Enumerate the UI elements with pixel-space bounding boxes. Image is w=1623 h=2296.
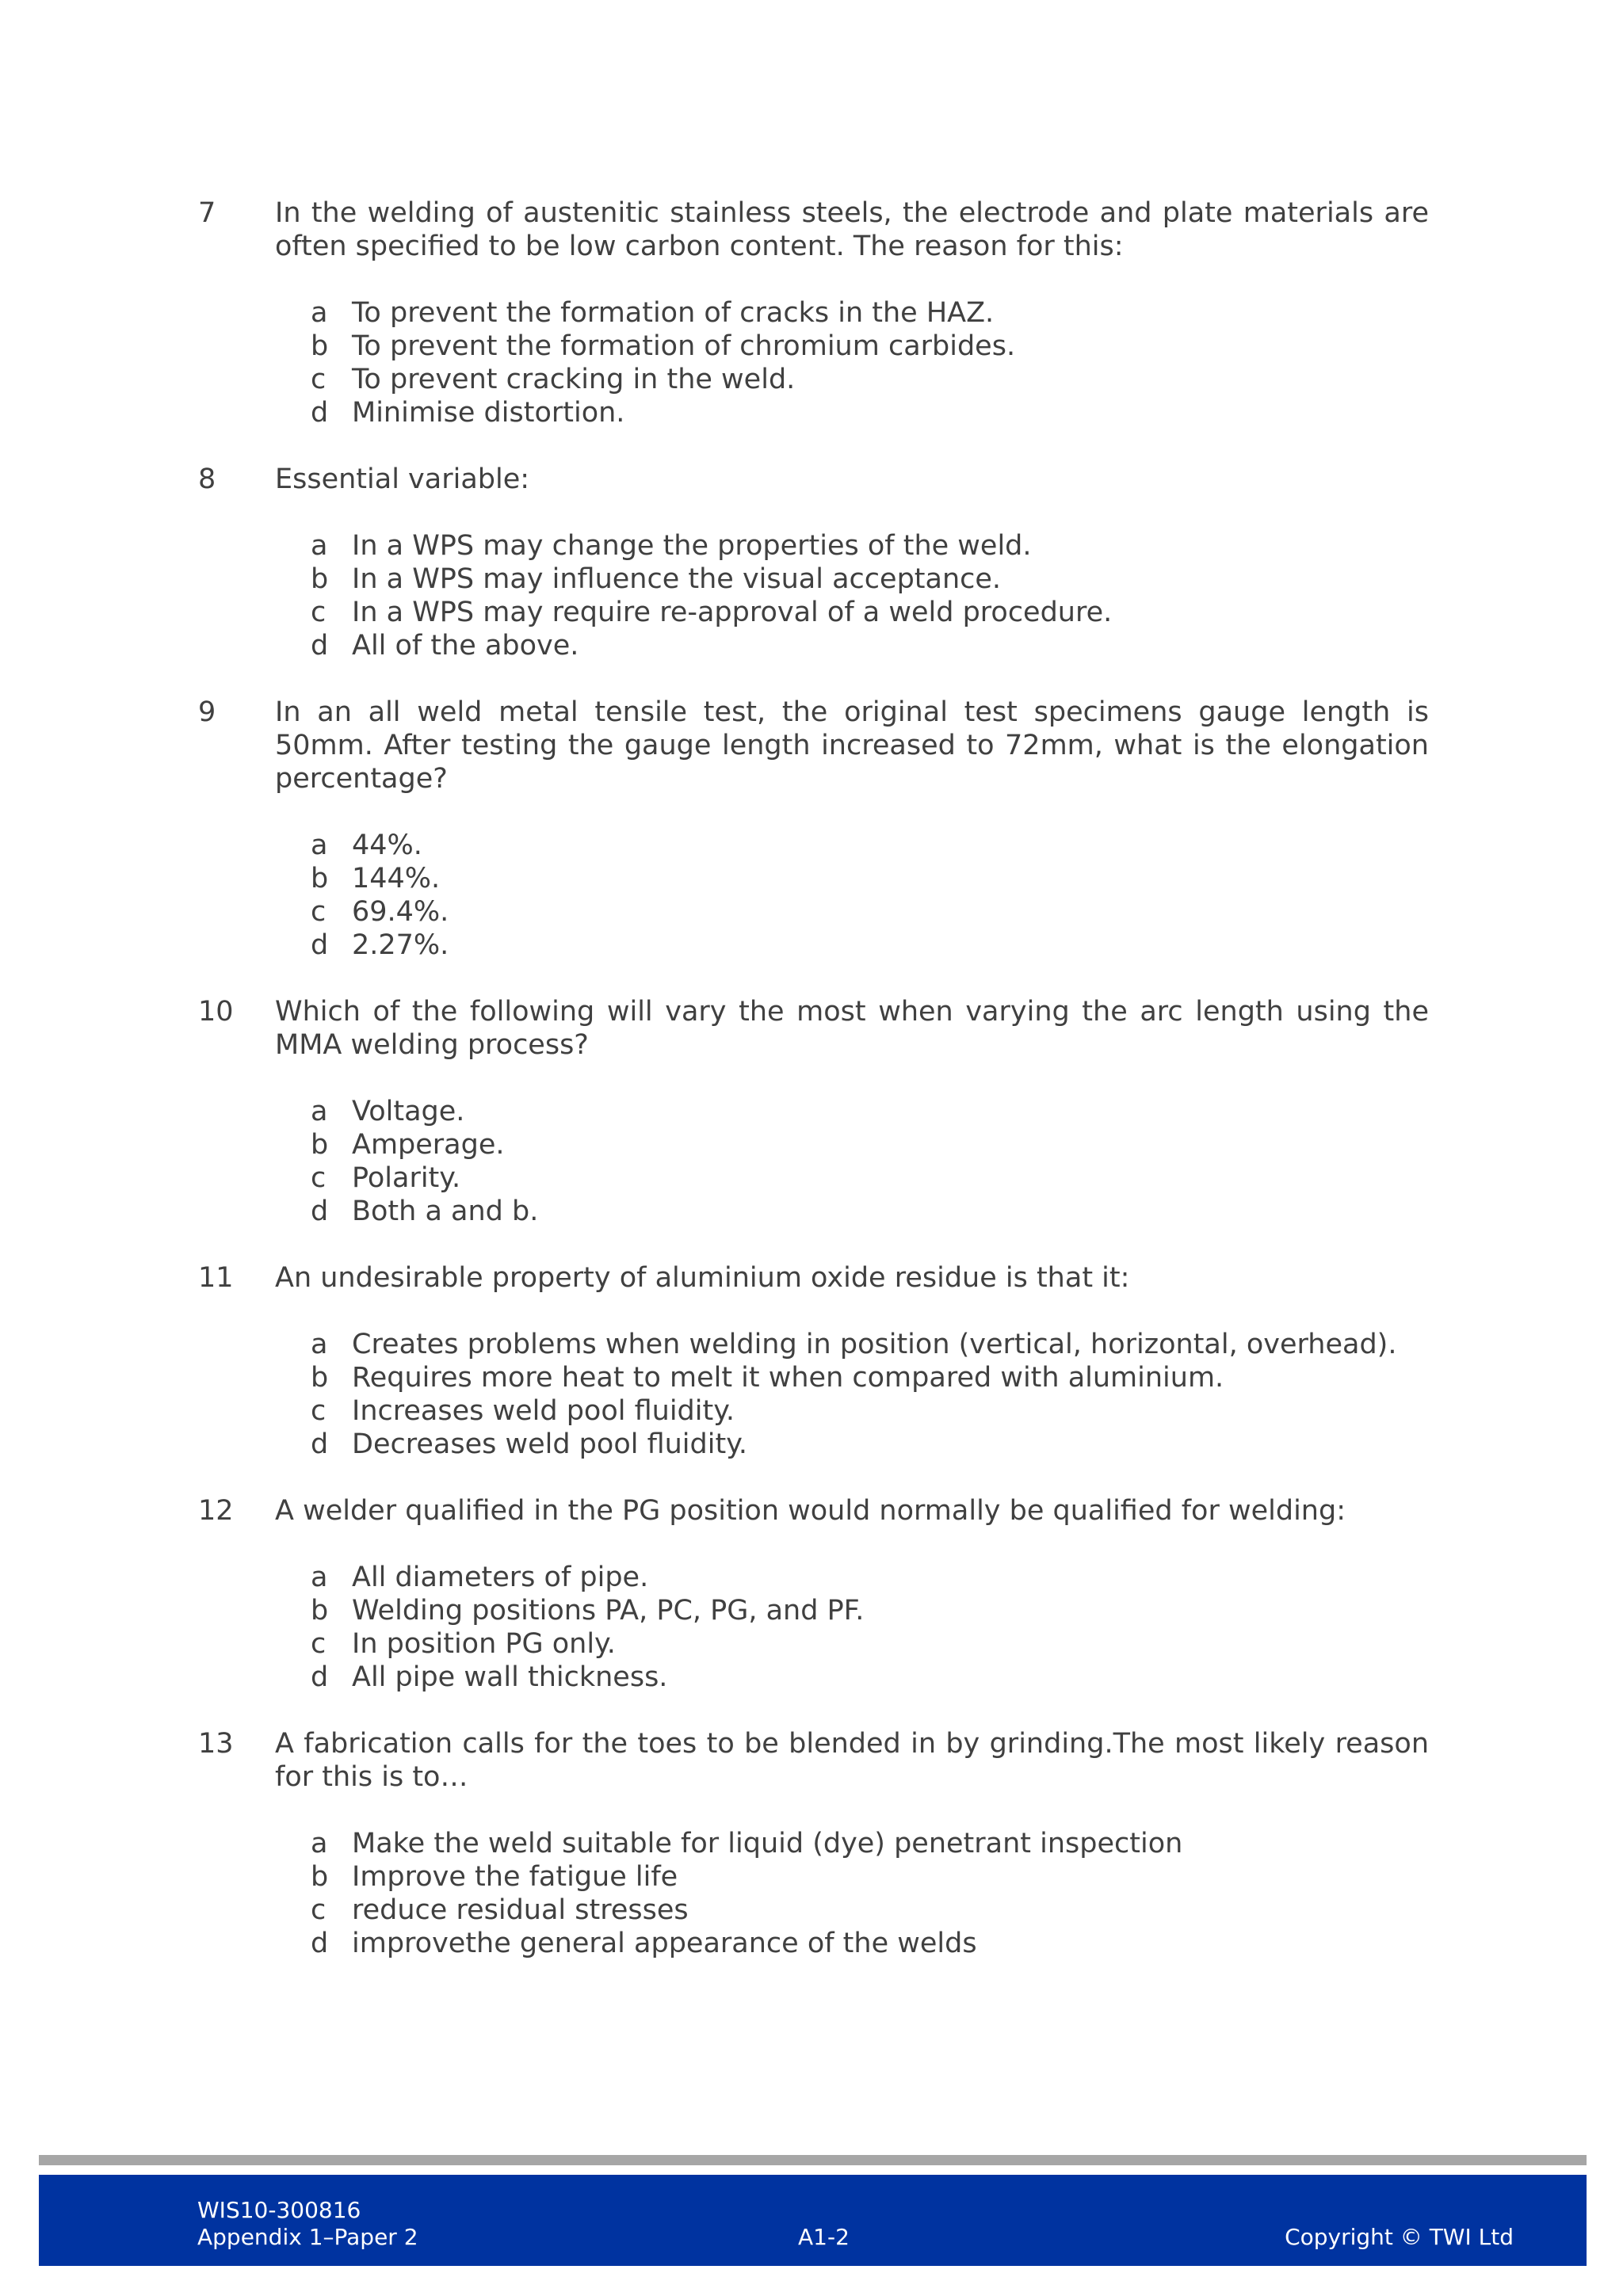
footer-page-number: A1-2 [798,2224,850,2250]
question-11 [0,1261,1623,1461]
option-item [311,1661,1623,1694]
option-letter: c [311,1162,327,1194]
option-letter: b [311,330,329,362]
option-item [311,1128,1623,1161]
option-letter: c [311,1628,327,1660]
question-text: Essential variable: [275,463,530,495]
option-letter: d [311,929,329,961]
option-text: In a WPS may influence the visual acceptance. [352,563,1002,595]
question-text: In the welding of austenitic stainless steels, the electrode and plate materials are often specified to be low carbon content. The reason for this: [275,197,1429,262]
option-list [311,1095,1623,1228]
question-text: A welder qualified in the PG position would normally be qualified for welding: [275,1495,1346,1527]
question-9 [0,696,1623,962]
option-text: In a WPS may require re-approval of a weld procedure. [352,597,1113,628]
option-text: To prevent the formation of chromium carbides. [352,330,1016,362]
option-letter: c [311,1395,327,1427]
option-letter: d [311,1928,329,1959]
option-text: 44%. [352,830,422,861]
footer-appendix: Appendix 1–Paper 2 [197,2224,418,2250]
footer-copyright: Copyright © TWI Ltd [1285,2224,1514,2250]
option-item [311,1594,1623,1627]
question-number: 13 [198,1728,234,1760]
option-text: 144%. [352,863,441,894]
option-item [311,596,1623,629]
option-letter: c [311,364,327,395]
question-text: In an all weld metal tensile test, the original test specimens gauge length is 50mm. After testing the gauge length increased to 72mm, what is the elongation percentage? [275,696,1429,795]
option-item [311,1894,1623,1927]
question-number: 7 [198,197,216,229]
page-footer [39,2175,1587,2266]
option-item [311,829,1623,862]
option-text: Amperage. [352,1129,505,1161]
option-text: Improve the fatigue life [352,1861,678,1893]
option-letter: d [311,1428,329,1460]
question-list [0,196,1623,1993]
option-item [311,1161,1623,1195]
option-letter: d [311,397,329,429]
option-list [311,1561,1623,1694]
option-item [311,895,1623,929]
option-letter: c [311,1894,327,1926]
option-text: All diameters of pipe. [352,1562,649,1593]
option-letter: d [311,630,329,662]
option-text: Polarity. [352,1162,461,1194]
option-text: Both a and b. [352,1196,539,1227]
option-item [311,862,1623,895]
option-letter: a [311,1828,328,1859]
option-item [311,363,1623,396]
option-item [311,296,1623,330]
option-text: In position PG only. [352,1628,616,1660]
question-number: 10 [198,996,234,1028]
option-letter: c [311,597,327,628]
option-letter: d [311,1661,329,1693]
option-item [311,1361,1623,1394]
option-list [311,1827,1623,1960]
footer-doc-code: WIS10-300816 [197,2197,361,2223]
option-item [311,529,1623,563]
option-text: Increases weld pool fluidity. [352,1395,735,1427]
option-text: 2.27%. [352,929,449,961]
option-letter: a [311,1329,328,1360]
option-letter: a [311,1562,328,1593]
question-10 [0,995,1623,1228]
option-text: Minimise distortion. [352,397,625,429]
option-letter: c [311,896,327,928]
question-number: 11 [198,1262,234,1294]
option-item [311,1394,1623,1428]
option-item [311,1827,1623,1860]
option-text: Voltage. [352,1096,465,1127]
question-8 [0,463,1623,662]
option-letter: b [311,1129,329,1161]
option-item [311,1328,1623,1361]
option-item [311,1195,1623,1228]
option-letter: b [311,863,329,894]
option-text: To prevent the formation of cracks in the HAZ. [352,297,995,329]
option-item [311,1095,1623,1128]
option-text: All pipe wall thickness. [352,1661,668,1693]
option-list [311,529,1623,662]
option-letter: a [311,830,328,861]
footer-doc-info [197,2197,418,2251]
option-text: To prevent cracking in the weld. [352,364,796,395]
option-letter: b [311,1595,329,1627]
option-list [311,296,1623,429]
option-list [311,1328,1623,1461]
option-text: Make the weld suitable for liquid (dye) penetrant inspection [352,1828,1183,1859]
option-letter: d [311,1196,329,1227]
option-text: Decreases weld pool fluidity. [352,1428,748,1460]
option-item [311,1561,1623,1594]
option-letter: a [311,297,328,329]
option-text: All of the above. [352,630,579,662]
option-text: 69.4%. [352,896,449,928]
question-number: 12 [198,1495,234,1527]
option-text: Creates problems when welding in position (vertical, horizontal, overhead). [352,1329,1397,1360]
option-text: improvethe general appearance of the welds [352,1928,977,1959]
option-list [311,829,1623,962]
option-letter: b [311,1861,329,1893]
option-item [311,1927,1623,1960]
question-number: 9 [198,696,216,728]
option-item [311,563,1623,596]
question-number: 8 [198,463,216,495]
option-item [311,1860,1623,1894]
question-7 [0,196,1623,429]
option-item [311,396,1623,429]
option-text: In a WPS may change the properties of the weld. [352,530,1032,562]
question-12 [0,1494,1623,1694]
option-letter: b [311,1362,329,1394]
option-item [311,1627,1623,1661]
option-text: Requires more heat to melt it when compared with aluminium. [352,1362,1224,1394]
option-item [311,629,1623,662]
option-item [311,330,1623,363]
option-letter: b [311,563,329,595]
option-item [311,1428,1623,1461]
option-text: Welding positions PA, PC, PG, and PF. [352,1595,865,1627]
option-letter: a [311,530,328,562]
footer-divider [39,2155,1587,2165]
option-text: reduce residual stresses [352,1894,689,1926]
option-letter: a [311,1096,328,1127]
question-text: Which of the following will vary the most when varying the arc length using the MMA welding process? [275,996,1429,1061]
question-13 [0,1727,1623,1960]
option-item [311,929,1623,962]
question-text: A fabrication calls for the toes to be blended in by grinding.The most likely reason for this is to… [275,1728,1429,1793]
question-text: An undesirable property of aluminium oxide residue is that it: [275,1262,1130,1294]
